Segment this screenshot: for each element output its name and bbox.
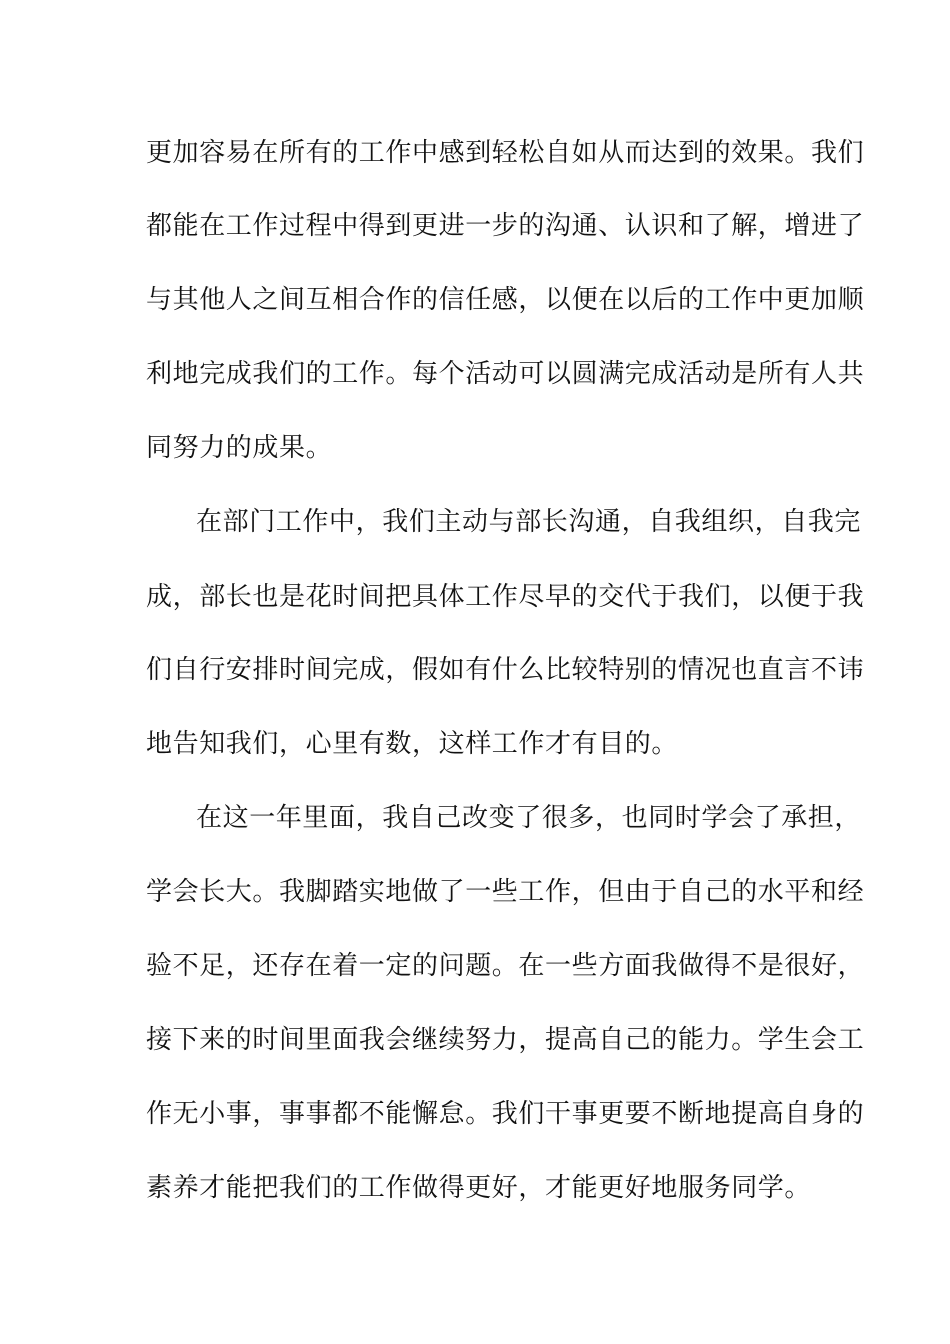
- paragraph-first-line: 在部门工作中，我们主动与部长沟通，自我组织，自我完: [196, 507, 862, 537]
- paragraph-first-line: 在这一年里面，我自己改变了很多，也同时学会了承担，: [196, 803, 862, 833]
- text-line: 作无小事，事事都不能懈怠。我们干事更要不断地提高自身的: [146, 1099, 865, 1129]
- text-line: 接下来的时间里面我会继续努力，提高自己的能力。学生会工: [146, 1025, 865, 1055]
- text-line: 学会长大。我脚踏实地做了一些工作，但由于自己的水平和经: [146, 877, 865, 907]
- text-line: 们自行安排时间完成，假如有什么比较特别的情况也直言不讳: [146, 655, 865, 685]
- text-line: 与其他人之间互相合作的信任感，以便在以后的工作中更加顺: [146, 285, 865, 315]
- text-line: 成，部长也是花时间把具体工作尽早的交代于我们，以便于我: [146, 582, 865, 612]
- text-line: 都能在工作过程中得到更进一步的沟通、认识和了解，增进了: [146, 211, 865, 241]
- text-line: 素养才能把我们的工作做得更好，才能更好地服务同学。: [146, 1173, 812, 1203]
- text-line: 验不足，还存在着一定的问题。在一些方面我做得不是很好，: [146, 951, 865, 981]
- text-line: 更加容易在所有的工作中感到轻松自如从而达到的效果。我们: [146, 138, 865, 168]
- text-line: 地告知我们，心里有数，这样工作才有目的。: [146, 729, 679, 759]
- text-line: 利地完成我们的工作。每个活动可以圆满完成活动是所有人共: [146, 359, 865, 389]
- text-line: 同努力的成果。: [146, 433, 333, 463]
